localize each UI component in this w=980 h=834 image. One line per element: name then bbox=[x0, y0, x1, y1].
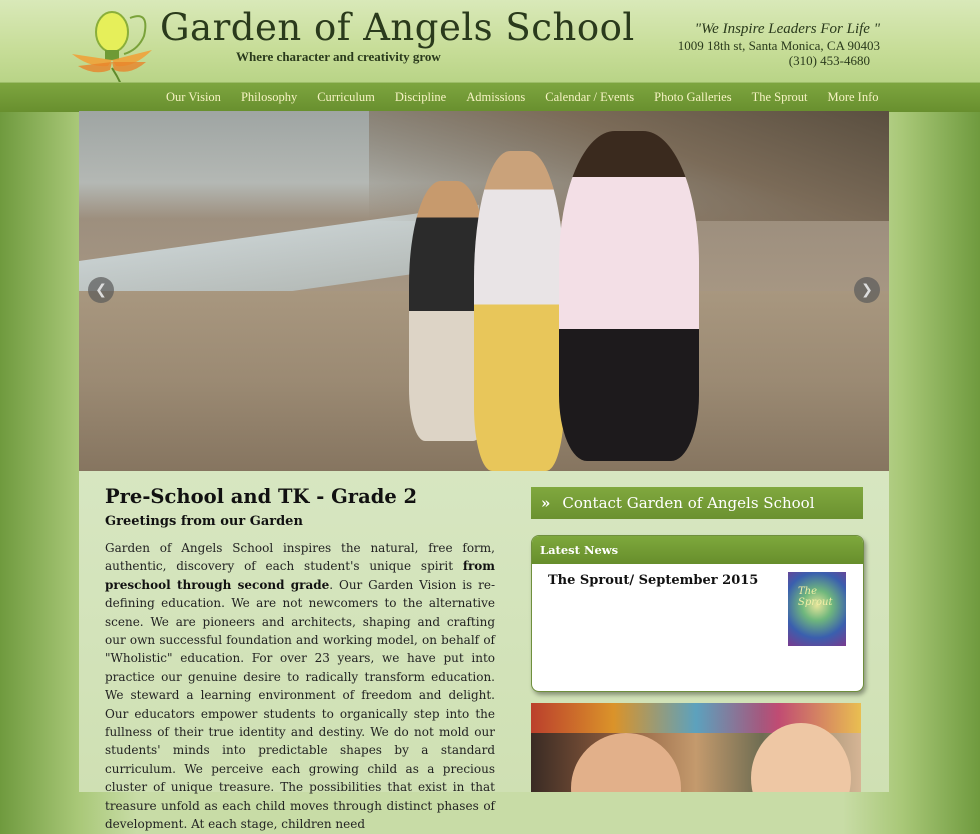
news-item-thumbnail[interactable] bbox=[788, 572, 846, 646]
nav-item-calendar-events[interactable]: Calendar / Events bbox=[545, 90, 635, 104]
hero-slideshow[interactable] bbox=[79, 111, 889, 471]
contact-school-button[interactable] bbox=[531, 487, 863, 519]
contact-label: Contact Garden of Angels School bbox=[562, 494, 815, 512]
section-subtitle: Greetings from our Garden bbox=[105, 514, 303, 529]
latest-news-heading: Latest News bbox=[532, 536, 863, 564]
news-item-title[interactable]: The Sprout/ September 2015 bbox=[548, 573, 759, 588]
slide-child-2 bbox=[474, 151, 564, 471]
nav-item-photo-galleries[interactable]: Photo Galleries bbox=[654, 90, 732, 104]
intro-text-bold: from preschool through second grade bbox=[105, 559, 495, 592]
intro-paragraph bbox=[105, 539, 495, 834]
nav-item-discipline[interactable]: Discipline bbox=[394, 90, 447, 104]
page-title: Pre-School and TK - Grade 2 bbox=[105, 485, 418, 508]
nav-item-our-vision[interactable]: Our Vision bbox=[166, 90, 221, 104]
latest-news-widget bbox=[531, 535, 864, 692]
site-header bbox=[0, 0, 980, 82]
school-address: 1009 18th st, Santa Monica, CA 90403 bbox=[677, 38, 880, 53]
slider-next-button[interactable]: ❯ bbox=[854, 277, 880, 303]
intro-text-part1: Garden of Angels School inspires the natural, free form, authentic, discovery of each student's unique spirit bbox=[105, 541, 495, 574]
main-navigation bbox=[0, 82, 980, 112]
main-content bbox=[79, 471, 889, 832]
slider-prev-button[interactable]: ❮ bbox=[88, 277, 114, 303]
photo-child-face-1 bbox=[571, 733, 681, 792]
nav-item-the-sprout[interactable]: The Sprout bbox=[751, 90, 808, 104]
nav-item-philosophy[interactable]: Philosophy bbox=[240, 90, 298, 104]
nav-item-admissions[interactable]: Admissions bbox=[466, 90, 526, 104]
school-phone: (310) 453-4680 bbox=[788, 53, 870, 68]
photo-child-face-2 bbox=[751, 723, 851, 792]
news-thumb-label: The Sprout bbox=[798, 586, 833, 608]
slide-child-3 bbox=[559, 131, 699, 461]
sidebar-photo bbox=[531, 703, 861, 792]
double-chevron-icon: » bbox=[541, 494, 551, 512]
site-tagline: Where character and creativity grow bbox=[236, 49, 441, 64]
site-slogan: "We Inspire Leaders For Life " bbox=[694, 21, 880, 37]
nav-item-curriculum[interactable]: Curriculum bbox=[317, 90, 375, 104]
nav-item-more-info[interactable]: More Info bbox=[827, 90, 879, 104]
intro-text-part2: . Our Garden Vision is re-defining education. We are not newcomers to the alternative scene. We are pioneers and architects, shaping and crafting our own successful foundation and working model, on behalf of "Wholistic" education. For over 23 years, we have put into practice our genuine desire to radically transform education. We steward a learning environment of freedom and delight. Our educators empower students to organically step into the fullness of their true identity and destiny. We do not mold our students' minds into predictable shapes by a standard curriculum. We perceive each growing child as a precious cluster of unique treasure. The possibilities that exist in that treasure unfold as each child moves through distinct phases of development. At each stage, children need bbox=[105, 577, 496, 832]
site-title[interactable]: Garden of Angels School bbox=[160, 6, 635, 49]
